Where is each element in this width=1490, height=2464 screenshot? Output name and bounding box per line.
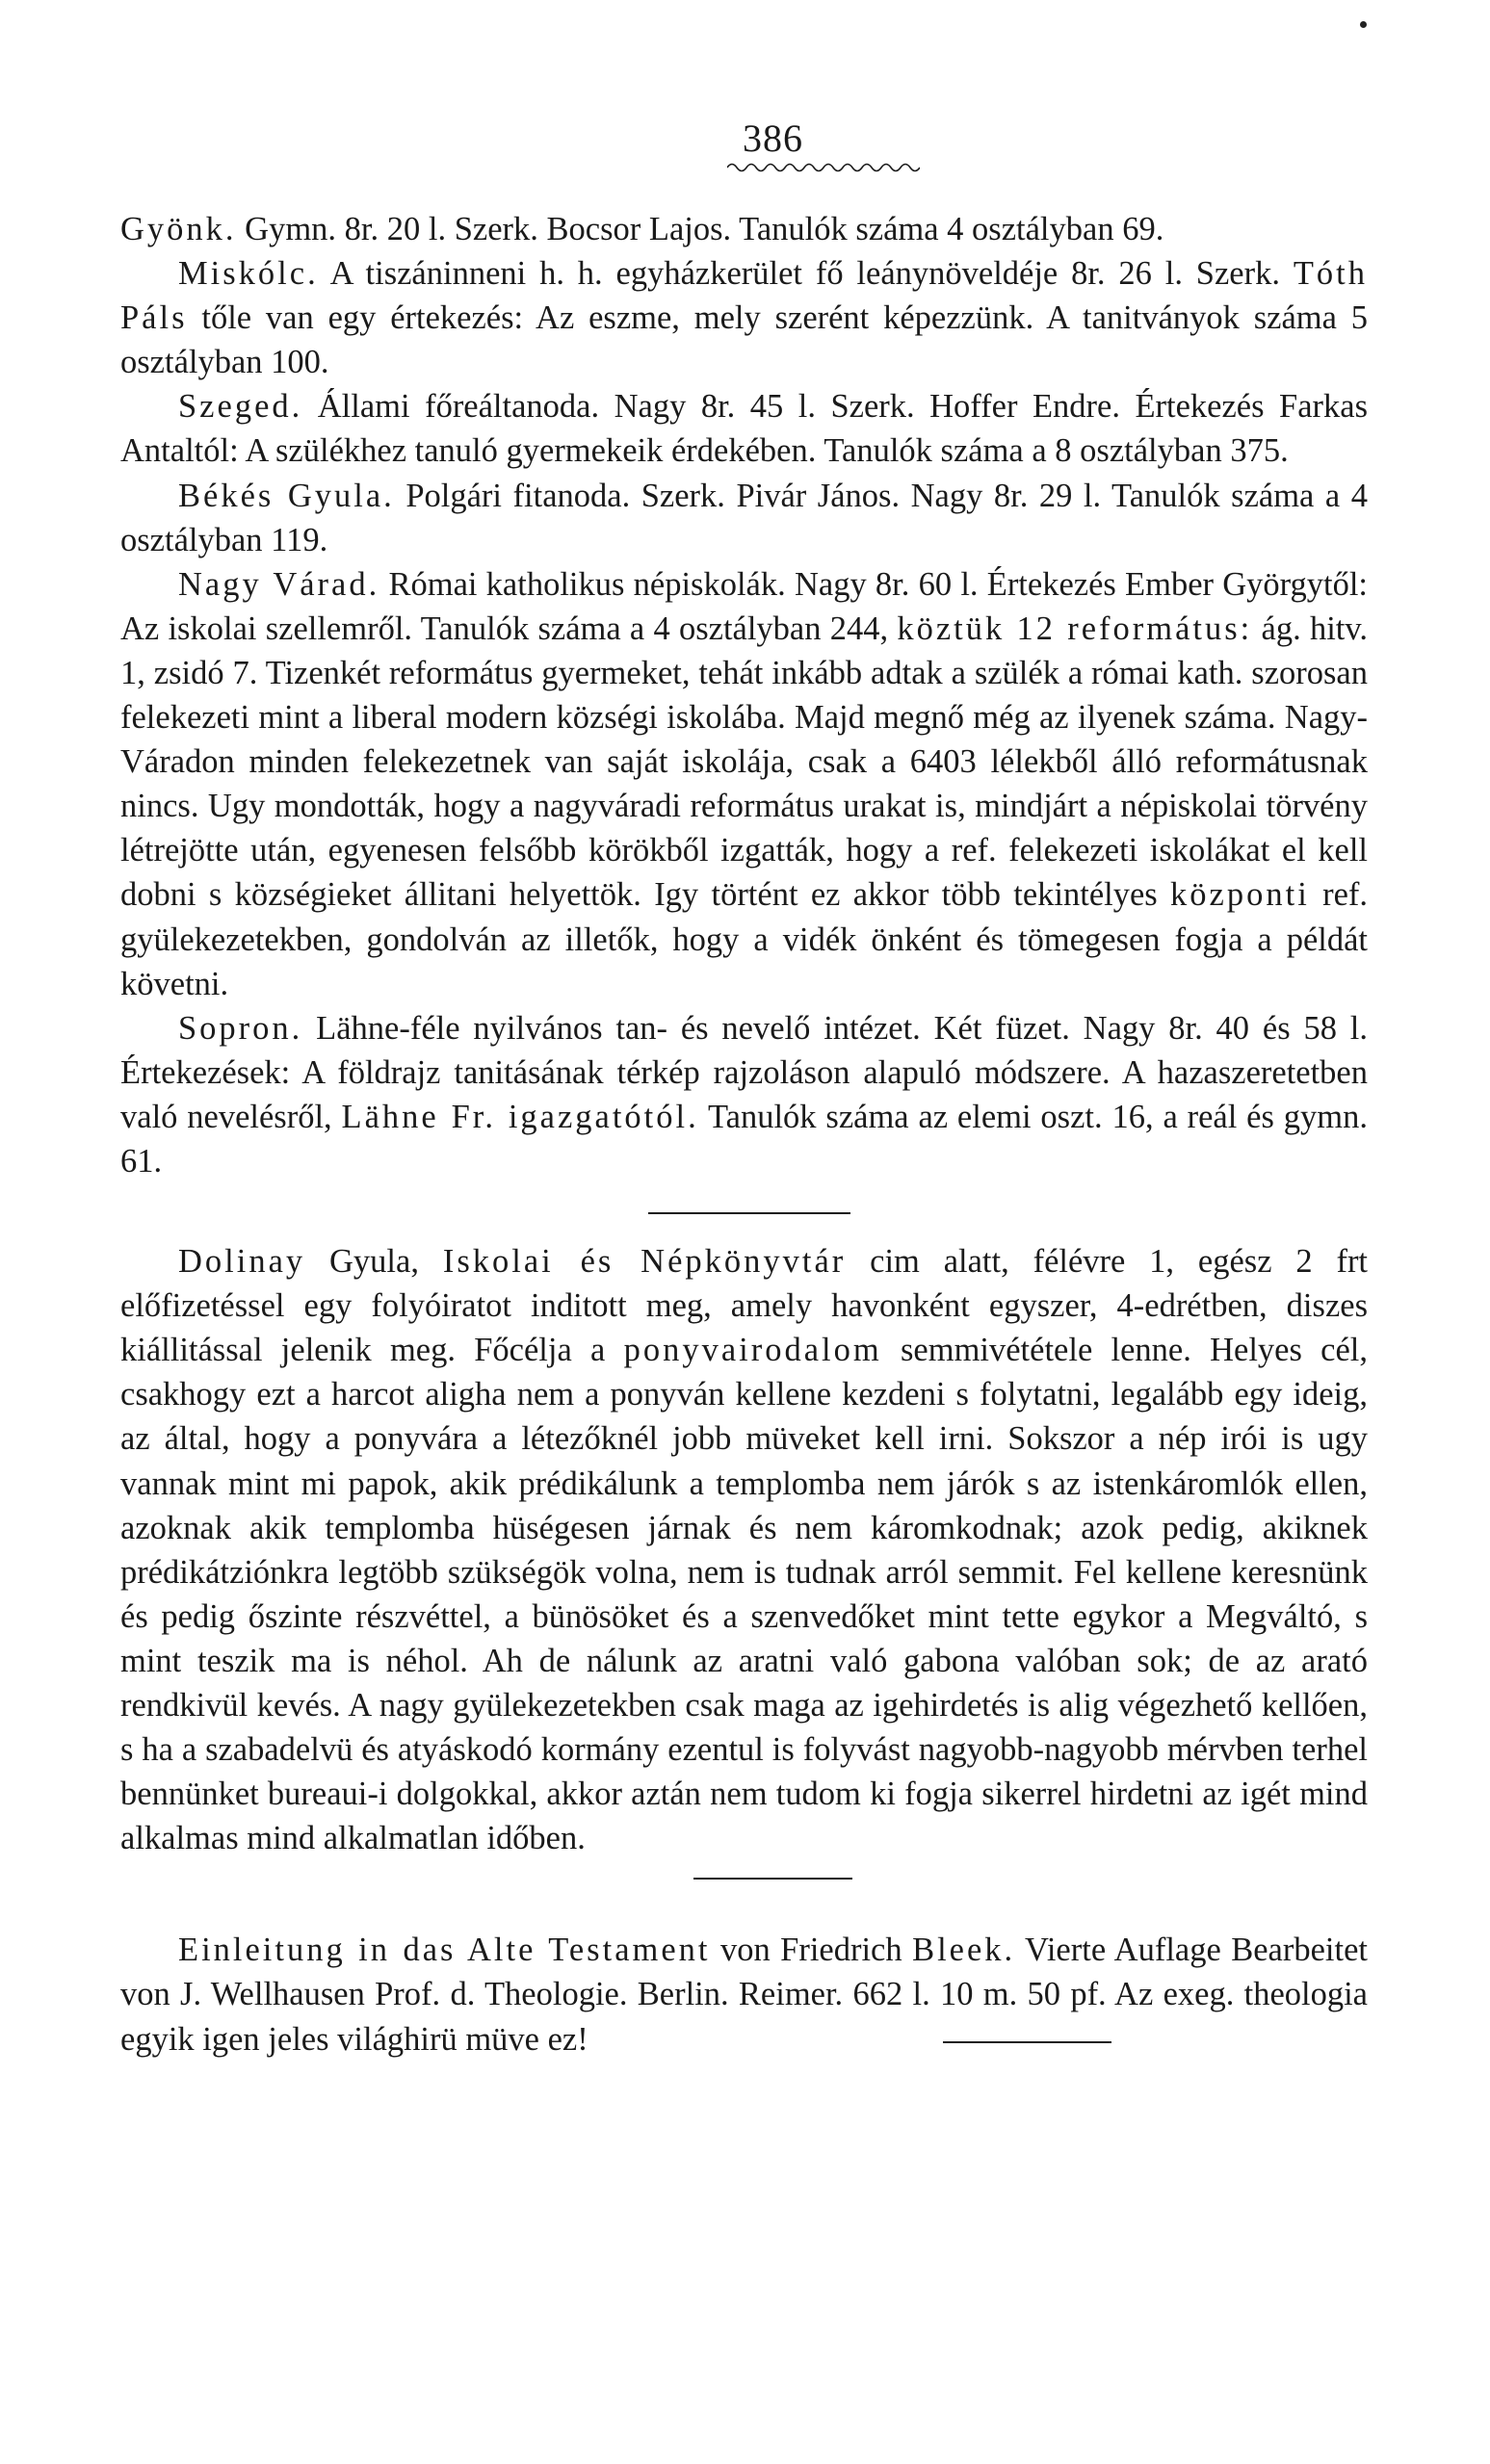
page-number: 386 bbox=[743, 117, 803, 160]
ornamental-wave-rule bbox=[727, 161, 920, 174]
review-text: von Friedrich bbox=[719, 1932, 902, 1969]
end-rule bbox=[943, 2041, 1111, 2043]
entry-text: A tiszáninneni h. h. egyházkerület fő leánynöveldéje 8r. 26 l. Szerk. bbox=[329, 255, 1280, 293]
emphasis: központi bbox=[1170, 876, 1310, 914]
entry-miskolc bbox=[120, 251, 1368, 384]
review-text: Vierte Auflage Bearbeitet von J. Wellhausen Prof. d. Theologie. Berlin. Reimer. 662 l. 10 m. 50 pf. Az exeg. theologia egyik igen jeles világhirü müve ez! bbox=[120, 1932, 1368, 2058]
publication-title: Iskolai és Népkönyvtár bbox=[442, 1243, 847, 1281]
entry-nagy-varad bbox=[120, 562, 1368, 1006]
place-name: Sopron. bbox=[178, 1009, 303, 1047]
entry-text: Tanulók száma az elemi oszt. 16, a reál és gymn. 61. bbox=[120, 1098, 1368, 1180]
review-text: Gyula, bbox=[329, 1243, 419, 1281]
review-dolinay bbox=[120, 1239, 1368, 1860]
emphasis: Lähne Fr. igazgatótól. bbox=[341, 1098, 699, 1135]
place-name: Szeged. bbox=[178, 388, 303, 426]
entry-text: ref. gyülekezetekben, gondolván az illetők, hogy a vidék önként és tömegesen fogja a példát követni. bbox=[120, 876, 1369, 1002]
entry-sopron bbox=[120, 1006, 1368, 1183]
place-name: Gyönk. bbox=[120, 211, 237, 247]
entry-gyonk bbox=[120, 207, 1368, 251]
emphasis: ponyvairodalom bbox=[623, 1332, 882, 1369]
entry-bekes-gyula bbox=[120, 474, 1368, 562]
entry-text: Állami főreáltanoda. Nagy 8r. 45 l. Szerk. Hoffer Endre. Értekezés Farkas Antaltól: A szülékhez tanuló gyermekeik érdekében. Tanulók száma a 8 osztályban 375. bbox=[120, 388, 1368, 470]
section-divider bbox=[648, 1212, 850, 1214]
review-bleek bbox=[120, 1928, 1368, 2061]
entry-text: Lähne-féle nyilvános tan- és nevelő intézet. Két füzet. Nagy 8r. 40 és 58 l. Értekezések: A földrajz tanitásának térkép rajzoláson alapuló módszere. A hazaszeretetben való nevelésről, bbox=[120, 1009, 1368, 1135]
entry-text: Római katholikus népiskolák. Nagy 8r. 60 l. Értekezés Ember Györgytől: Az iskolai szellemről. Tanulók száma a 4 osztályban 244, bbox=[120, 565, 1369, 647]
author-name: Dolinay bbox=[178, 1243, 306, 1281]
ink-speck bbox=[1360, 21, 1367, 28]
book-title: Einleitung in das Alte Testament bbox=[178, 1932, 711, 1969]
emphasis: köztük 12 református: bbox=[897, 610, 1253, 647]
review-text: semmivététele lenne. Helyes cél, csakhogy ezt a harcot aligha nem a ponyván kellene kezdeni s folytatni, legalább egy ideig, az által, hogy a ponyvára a létezőknél jobb müveket kell irni. Sokszor a nép irói is ugy vannak mint mi papok, akik prédikálunk a templomba nem járók s az istenkáromlók ellen, azoknak akik templomba hüségesen járnak és nem káromkodnak; azok pedig, akiknek prédikátziónkra legtöbb szükségök volna, nem is tudnak arról semmit. Fel kellene keresnünk és pedig őszinte részvéttel, a bünösöket és a szenvedőket mint tette egykor a Megváltó, s mint teszik ma is néhol. Ah de nálunk az aratni való gabona valóban sok; de az arató rendkivül kevés. A nagy gyülekezetekben csak maga az igehirdetés is alig végezhető kellően, s ha a szabadelvü és atyáskodó kormány ezentul is folyvást nagyobb-nagyobb mérvben terhel bennünket bureaui-i dolgokkal, akkor aztán nem tudom ki fogja sikerrel hirdetni az igét mind alkalmas mind alkalmatlan időben. bbox=[120, 1332, 1368, 1857]
place-name: Nagy Várad. bbox=[178, 565, 380, 603]
entry-text: tőle van egy értekezés: Az eszme, mely szerént képezzünk. A tanitványok száma 5 osztályban 100. bbox=[120, 299, 1368, 381]
author-name: Bleek. bbox=[912, 1932, 1016, 1969]
review-text: cim alatt, félévre 1, egész 2 frt előfizetéssel egy folyóiratot inditott meg, amely havonként egyszer, 4-edrétben, diszes kiállitással jelenik meg. Főcélja a bbox=[120, 1243, 1369, 1369]
entry-text: Gymn. 8r. 20 l. Szerk. Bocsor Lajos. Tanulók száma 4 osztályban 69. bbox=[245, 211, 1164, 247]
person-name: Tóth Páls bbox=[120, 255, 1368, 337]
document-page bbox=[120, 116, 1368, 2062]
entry-szeged bbox=[120, 384, 1368, 473]
place-name: Békés Gyula. bbox=[178, 477, 395, 514]
body-text bbox=[120, 207, 1368, 2062]
entry-text: ág. hitv. 1, zsidó 7. Tizenkét református gyermeket, tehát inkább adtak a szülék a római kath. szorosan felekezeti mint a liberal modern községi iskolába. Majd megnő még az ilyenek száma. Nagy-Váradon minden felekezetnek van saját iskolája, csak a 6403 lélekből álló reformátusnak nincs. Ugy mondották, hogy a nagyváradi református urakat is, mindjárt a népiskolai törvény létrejötte után, egyenesen felsőbb körökből izgatták, hogy a ref. felekezeti iskolákat el kell dobni s községieket állitani helyettök. Igy történt ez akkor több tekintélyes bbox=[120, 610, 1369, 914]
section-divider bbox=[693, 1878, 852, 1880]
entry-text: Polgári fitanoda. Szerk. Pivár János. Nagy 8r. 29 l. Tanulók száma a 4 osztályban 119. bbox=[120, 477, 1368, 558]
place-name: Miskólc. bbox=[178, 255, 319, 293]
